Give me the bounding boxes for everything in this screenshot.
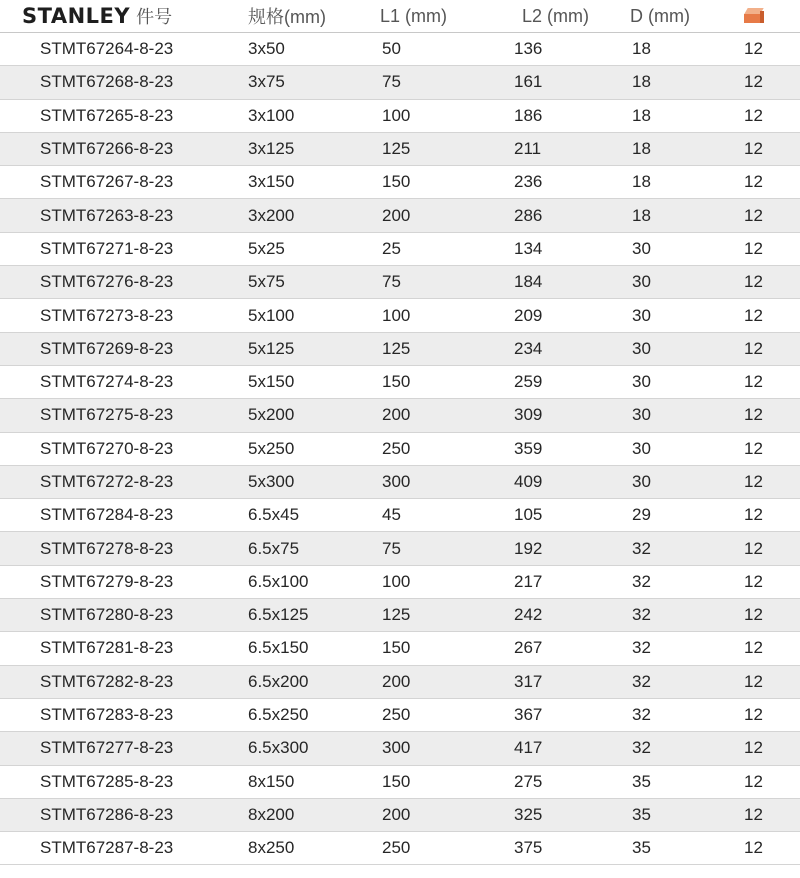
- cell-l1: 150: [382, 638, 411, 658]
- cell-d: 30: [632, 238, 651, 258]
- cell-spec: 3x50: [248, 39, 285, 59]
- cell-l2: 375: [514, 838, 543, 858]
- cell-qty: 12: [744, 671, 763, 691]
- cell-part-no: STMT67280-8-23: [40, 605, 174, 625]
- cell-l1: 50: [382, 39, 401, 59]
- cell-spec: 6.5x45: [248, 505, 300, 525]
- cell-l1: 100: [382, 105, 411, 125]
- cell-d: 30: [632, 272, 651, 292]
- cell-l2: 186: [514, 105, 543, 125]
- cell-d: 30: [632, 372, 651, 392]
- cell-spec: 5x250: [248, 438, 295, 458]
- cell-part-no: STMT67283-8-23: [40, 705, 174, 725]
- cell-qty: 12: [744, 838, 763, 858]
- cell-l2: 211: [514, 139, 542, 159]
- cell-spec: 5x75: [248, 272, 285, 292]
- cell-spec: 6.5x150: [248, 638, 309, 658]
- cell-l1: 125: [382, 139, 411, 159]
- cell-part-no: STMT67269-8-23: [40, 338, 174, 358]
- cell-d: 18: [632, 172, 651, 192]
- cell-part-no: STMT67285-8-23: [40, 771, 174, 791]
- cell-qty: 12: [744, 771, 763, 791]
- header-spec: 规格(mm): [248, 7, 326, 27]
- cell-d: 32: [632, 571, 651, 591]
- cell-qty: 12: [744, 39, 763, 59]
- cell-spec: 8x150: [248, 771, 295, 791]
- cell-l1: 150: [382, 172, 411, 192]
- cell-part-no: STMT67272-8-23: [40, 472, 174, 491]
- cell-qty: 12: [744, 105, 763, 125]
- cell-qty: 12: [744, 238, 763, 258]
- table-row: [0, 699, 800, 732]
- table-row: [0, 632, 800, 665]
- cell-part-no: STMT67277-8-23: [40, 738, 174, 758]
- cell-spec: 6.5x75: [248, 538, 300, 558]
- cell-l1: 250: [382, 438, 411, 458]
- cell-part-no: STMT67282-8-23: [40, 671, 174, 691]
- cell-l1: 150: [382, 372, 411, 392]
- cell-l2: 242: [514, 605, 543, 625]
- cell-spec: 3x200: [248, 205, 295, 225]
- cell-d: 30: [632, 438, 651, 458]
- cell-l1: 100: [382, 305, 411, 325]
- table-row: [0, 100, 800, 133]
- table-row: [0, 33, 800, 66]
- table-row: [0, 599, 800, 632]
- table-row: [0, 832, 800, 865]
- cell-spec: 6.5x100: [248, 571, 309, 591]
- table-row: [0, 666, 800, 699]
- cell-qty: 12: [744, 139, 763, 159]
- table-row: [0, 766, 800, 799]
- cell-l2: 217: [514, 571, 543, 591]
- cell-l1: 200: [382, 405, 411, 425]
- table-row: [0, 532, 800, 565]
- cell-part-no: STMT67284-8-23: [40, 505, 174, 525]
- cell-qty: 12: [744, 272, 763, 292]
- cell-l2: 105: [514, 505, 543, 525]
- cell-part-no: STMT67278-8-23: [40, 538, 174, 558]
- cell-spec: 5x200: [248, 405, 295, 425]
- table-row: [0, 566, 800, 599]
- cell-part-no: STMT67267-8-23: [40, 172, 174, 192]
- table-row: [0, 166, 800, 199]
- table-header: [0, 0, 800, 33]
- cell-d: 29: [632, 505, 651, 525]
- cell-l2: 325: [514, 804, 543, 824]
- cell-d: 35: [632, 838, 651, 858]
- cell-l2: 409: [514, 472, 543, 491]
- cell-d: 18: [632, 105, 651, 125]
- cell-qty: 12: [744, 505, 763, 525]
- table-row: [0, 133, 800, 166]
- cell-l1: 45: [382, 505, 401, 525]
- cell-qty: 12: [744, 538, 763, 558]
- cell-d: 30: [632, 405, 651, 425]
- cell-part-no: STMT67273-8-23: [40, 305, 174, 325]
- cell-spec: 5x100: [248, 305, 295, 325]
- cell-qty: 12: [744, 605, 763, 625]
- cell-spec: 8x250: [248, 838, 295, 858]
- cell-l1: 200: [382, 671, 411, 691]
- brand-logo: STANLEY: [22, 4, 131, 28]
- cell-l1: 250: [382, 705, 411, 725]
- cell-l1: 25: [382, 238, 401, 258]
- cell-part-no: STMT67275-8-23: [40, 405, 174, 425]
- cell-d: 30: [632, 338, 651, 358]
- cell-part-no: STMT67287-8-23: [40, 838, 174, 858]
- table-row: [0, 499, 800, 532]
- table-row: [0, 466, 800, 499]
- cell-spec: 6.5x250: [248, 705, 309, 725]
- cell-d: 18: [632, 205, 651, 225]
- cell-qty: 12: [744, 338, 763, 358]
- cell-l2: 367: [514, 705, 543, 725]
- cell-d: 32: [632, 738, 651, 758]
- cell-l2: 317: [514, 671, 543, 691]
- cell-d: 30: [632, 472, 651, 491]
- cell-l1: 100: [382, 571, 411, 591]
- cell-l2: 209: [514, 305, 543, 325]
- cell-qty: 12: [744, 205, 763, 225]
- header-l1: L1 (mm): [380, 5, 447, 26]
- cell-l2: 192: [514, 538, 543, 558]
- cell-l1: 200: [382, 804, 411, 824]
- cell-d: 32: [632, 705, 651, 725]
- header-qty: [740, 8, 800, 24]
- cell-part-no: STMT67274-8-23: [40, 372, 174, 392]
- cell-spec: 3x150: [248, 172, 295, 192]
- cell-part-no: STMT67271-8-23: [40, 238, 174, 258]
- cell-l2: 286: [514, 205, 543, 225]
- header-d: D (mm): [630, 5, 690, 26]
- cell-l1: 250: [382, 838, 411, 858]
- cell-qty: 12: [744, 804, 763, 824]
- cell-l2: 275: [514, 771, 543, 791]
- header-l2: L2 (mm): [522, 5, 589, 26]
- cell-l1: 300: [382, 472, 411, 491]
- table-row: [0, 299, 800, 332]
- table-row: [0, 433, 800, 466]
- cell-spec: 3x75: [248, 72, 285, 92]
- table-row: [0, 399, 800, 432]
- cell-l2: 236: [514, 172, 543, 192]
- cell-qty: 12: [744, 571, 763, 591]
- cell-qty: 12: [744, 738, 763, 758]
- cell-part-no: STMT67266-8-23: [40, 139, 174, 159]
- cell-spec: 6.5x125: [248, 605, 309, 625]
- cell-qty: 12: [744, 438, 763, 458]
- cell-qty: 12: [744, 305, 763, 325]
- cell-l2: 309: [514, 405, 543, 425]
- cell-l2: 234: [514, 338, 543, 358]
- cell-spec: 3x100: [248, 105, 295, 125]
- cell-qty: 12: [744, 472, 763, 491]
- cell-l1: 150: [382, 771, 411, 791]
- cell-l1: 75: [382, 538, 401, 558]
- cell-d: 30: [632, 305, 651, 325]
- cell-l2: 359: [514, 438, 543, 458]
- cell-l2: 267: [514, 638, 543, 658]
- table-row: [0, 233, 800, 266]
- cell-l2: 136: [514, 39, 543, 59]
- cell-spec: 5x300: [248, 472, 295, 491]
- cell-l1: 125: [382, 605, 411, 625]
- table-body: [0, 33, 800, 865]
- cell-part-no: STMT67281-8-23: [40, 638, 174, 658]
- table-row: [0, 333, 800, 366]
- table-row: [0, 266, 800, 299]
- cell-d: 32: [632, 605, 651, 625]
- table-row: [0, 199, 800, 232]
- cell-spec: 5x25: [248, 238, 285, 258]
- cell-d: 18: [632, 139, 651, 159]
- cell-l2: 417: [514, 738, 543, 758]
- cell-spec: 6.5x300: [248, 738, 309, 758]
- cell-qty: 12: [744, 705, 763, 725]
- header-part-no: 件号: [136, 7, 173, 28]
- cell-l1: 300: [382, 738, 411, 758]
- cell-part-no: STMT67270-8-23: [40, 438, 174, 458]
- cell-l1: 125: [382, 338, 411, 358]
- cell-qty: 12: [744, 372, 763, 392]
- cell-d: 32: [632, 538, 651, 558]
- table-row: [0, 66, 800, 99]
- cell-part-no: STMT67265-8-23: [40, 105, 174, 125]
- cell-qty: 12: [744, 638, 763, 658]
- cell-part-no: STMT67264-8-23: [40, 39, 174, 59]
- table-row: [0, 366, 800, 399]
- cell-qty: 12: [744, 72, 763, 92]
- cell-l2: 134: [514, 238, 543, 258]
- cell-d: 35: [632, 771, 651, 791]
- cell-l2: 161: [514, 72, 543, 92]
- header-brand-cell: [0, 3, 248, 29]
- cell-spec: 5x125: [248, 338, 295, 358]
- cell-spec: 8x200: [248, 804, 295, 824]
- cell-d: 32: [632, 671, 651, 691]
- cell-part-no: STMT67286-8-23: [40, 804, 174, 824]
- cell-spec: 3x125: [248, 139, 295, 159]
- cell-qty: 12: [744, 405, 763, 425]
- table-row: [0, 799, 800, 832]
- cell-part-no: STMT67279-8-23: [40, 571, 174, 591]
- cell-l1: 75: [382, 72, 401, 92]
- cell-part-no: STMT67276-8-23: [40, 272, 174, 292]
- table-row: [0, 732, 800, 765]
- cell-spec: 6.5x200: [248, 671, 309, 691]
- cell-d: 18: [632, 72, 651, 92]
- cell-l2: 184: [514, 272, 543, 292]
- box-icon: [744, 8, 764, 24]
- cell-d: 18: [632, 39, 651, 59]
- cell-part-no: STMT67268-8-23: [40, 72, 174, 92]
- cell-qty: 12: [744, 172, 763, 192]
- cell-d: 32: [632, 638, 651, 658]
- cell-d: 35: [632, 804, 651, 824]
- cell-part-no: STMT67263-8-23: [40, 205, 174, 225]
- cell-l1: 200: [382, 205, 411, 225]
- cell-l2: 259: [514, 372, 543, 392]
- cell-l1: 75: [382, 272, 401, 292]
- cell-spec: 5x150: [248, 372, 295, 392]
